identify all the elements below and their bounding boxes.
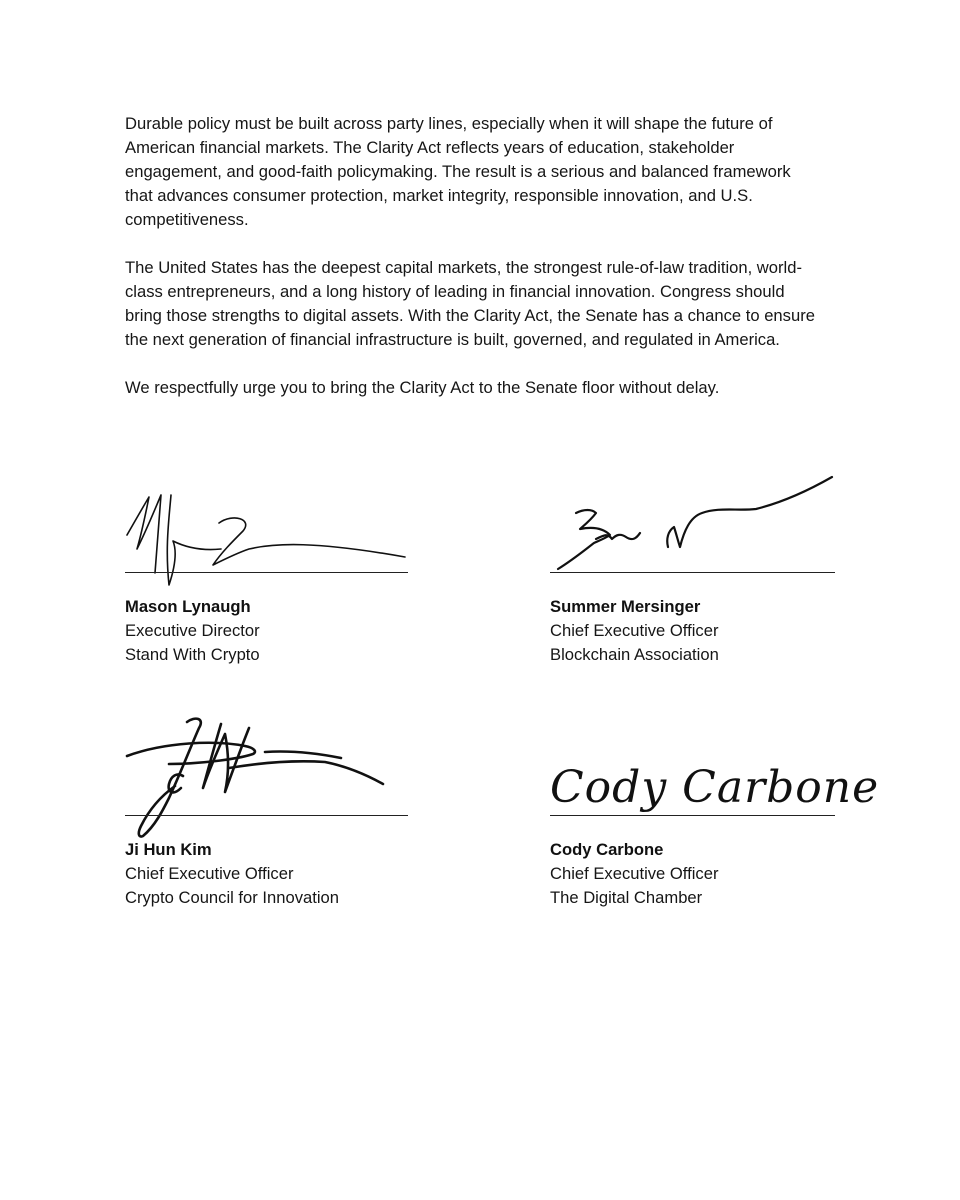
signatory-title: Chief Executive Officer xyxy=(125,864,294,883)
handwritten-signature-icon xyxy=(550,469,850,573)
signatory-cody-carbone xyxy=(550,712,880,910)
letter-paragraph-2: The United States has the deepest capital markets, the strongest rule-of-law tradition, world-class entrepreneurs, and a long history of leading in financial innovation. Congress should bring those strengths to digital assets. With the Clarity Act, the Senate has a chance to ensure the next generation of financial infrastructure is built, governed, and regulated in America. xyxy=(125,258,815,349)
signatory-ji-hun-kim xyxy=(125,712,425,910)
signature-area xyxy=(550,712,880,816)
signature-line xyxy=(125,815,408,816)
signatory-organization: The Digital Chamber xyxy=(550,888,703,907)
signatory-organization: Blockchain Association xyxy=(550,645,719,664)
signatory-name: Cody Carbone xyxy=(550,840,664,859)
handwritten-signature-icon xyxy=(125,469,425,573)
signature-line xyxy=(125,572,408,573)
signatory-title: Chief Executive Officer xyxy=(550,621,719,640)
handwritten-signature-icon xyxy=(125,712,425,816)
signatory-summer-mersinger xyxy=(550,469,850,667)
signature-line xyxy=(550,572,835,573)
signature-area xyxy=(550,469,850,573)
letter-paragraph-3: We respectfully urge you to bring the Clarity Act to the Senate floor without delay. xyxy=(125,378,720,397)
signatory-organization: Crypto Council for Innovation xyxy=(125,888,339,907)
signatory-name: Ji Hun Kim xyxy=(125,840,212,859)
signatory-mason-lynaugh xyxy=(125,469,425,667)
signatory-title: Chief Executive Officer xyxy=(550,864,719,883)
signatory-name: Summer Mersinger xyxy=(550,597,701,616)
signature-line xyxy=(550,815,835,816)
signature-area xyxy=(125,469,425,573)
letter-paragraph-1: Durable policy must be built across party lines, especially when it will shape the future of American financial markets. The Clarity Act reflects years of education, stakeholder engagement, and good-faith policymaking. The result is a serious and balanced framework that advances consumer protection, market integrity, responsible innovation, and U.S. competitiveness. xyxy=(125,114,791,229)
signature-area xyxy=(125,712,425,816)
signatory-organization: Stand With Crypto xyxy=(125,645,260,664)
handwritten-signature-icon xyxy=(550,712,880,816)
signatory-title: Executive Director xyxy=(125,621,260,640)
signature-script-text: Cody Carbone xyxy=(550,762,880,813)
signatory-name: Mason Lynaugh xyxy=(125,597,251,616)
